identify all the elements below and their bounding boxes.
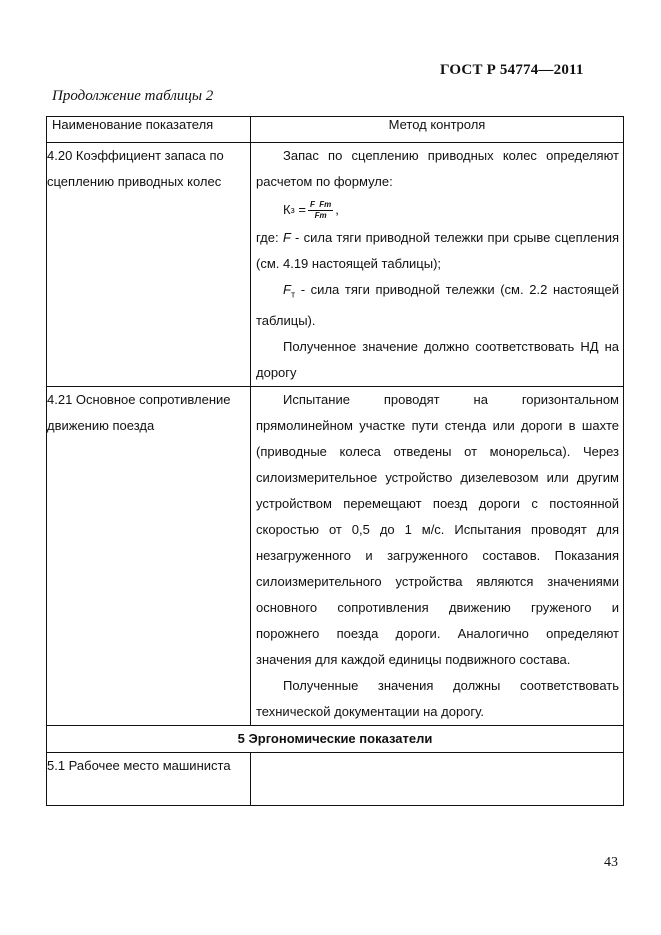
table-row <box>47 752 624 805</box>
method-paragraph <box>251 277 623 334</box>
method-paragraph: Испытание проводят на горизонтальном прямолинейном участке пути стенда или дороги в шахте (приводные колеса отведены от монорельса). Через силоизмерительное устройство дизелевозом или другим устройством перемещают поезд дороги с постоянной скоростью от 0,5 до 1 м/с. Испытания проводят для незагруженного и загруженного составов. Показания силоизмерительного устройства являются значениями основного сопротивления движению груженого и порожнего поезда дороги. Аналогично определяют значения для каждой единицы подвижного состава. <box>256 391 619 667</box>
numerator-a: F <box>309 199 315 209</box>
formula-lhs: К <box>283 202 291 217</box>
where-label: где: <box>256 230 283 245</box>
numerator-b: F <box>319 199 325 209</box>
control-method <box>251 386 624 725</box>
formula-denominator <box>315 211 327 221</box>
variable-f: F <box>282 230 291 245</box>
denominator: F <box>314 210 320 220</box>
document-code: ГОСТ Р 54774—2011 <box>440 62 584 78</box>
formula-comma: , <box>335 202 339 217</box>
method-paragraph: Запас по сцеплению приводных колес определяют расчетом по формуле: <box>256 148 619 189</box>
numerator-b-sub: т <box>324 199 332 209</box>
table-caption: Продолжение таблицы 2 <box>52 88 214 104</box>
table-row <box>47 386 624 725</box>
section-row <box>47 725 624 752</box>
column-header-name: Наименование показателя <box>47 117 251 143</box>
section-heading: 5 Эргономические показатели <box>47 725 624 752</box>
method-paragraph <box>251 225 623 277</box>
variable-ft-sub: т <box>290 289 296 300</box>
method-paragraph: Полученные значения должны соответствовать технической документации на дорогу. <box>256 677 619 719</box>
indicators-table <box>46 116 624 806</box>
formula-equals: = <box>294 202 306 217</box>
indicator-name: 4.20 Коэффициент запаса по сцеплению приводных колес <box>47 143 251 387</box>
formula-lhs-subscript: з <box>290 205 295 215</box>
table-header-row <box>47 117 624 143</box>
control-method <box>251 143 624 387</box>
formula-numerator <box>308 200 333 211</box>
control-method <box>251 752 624 805</box>
denominator-sub: т <box>319 210 327 220</box>
variable-ft: F <box>283 282 291 297</box>
indicator-name: 4.21 Основное сопротивление движению поезда <box>47 386 251 725</box>
formula <box>251 195 623 225</box>
variable-ft-desc: - сила тяги приводной тележки (см. 2.2 настоящей таблицы). <box>256 282 619 328</box>
method-paragraph: Полученное значение должно соответствовать НД на дорогу <box>256 338 619 380</box>
column-header-method: Метод контроля <box>251 117 624 143</box>
variable-f-desc: - сила тяги приводной тележки при срыве сцепления (см. 4.19 настоящей таблицы); <box>256 230 619 271</box>
page-number: 43 <box>604 855 618 870</box>
formula-fraction <box>308 200 333 221</box>
indicator-name: 5.1 Рабочее место машиниста <box>47 752 251 805</box>
table-row <box>47 143 624 387</box>
